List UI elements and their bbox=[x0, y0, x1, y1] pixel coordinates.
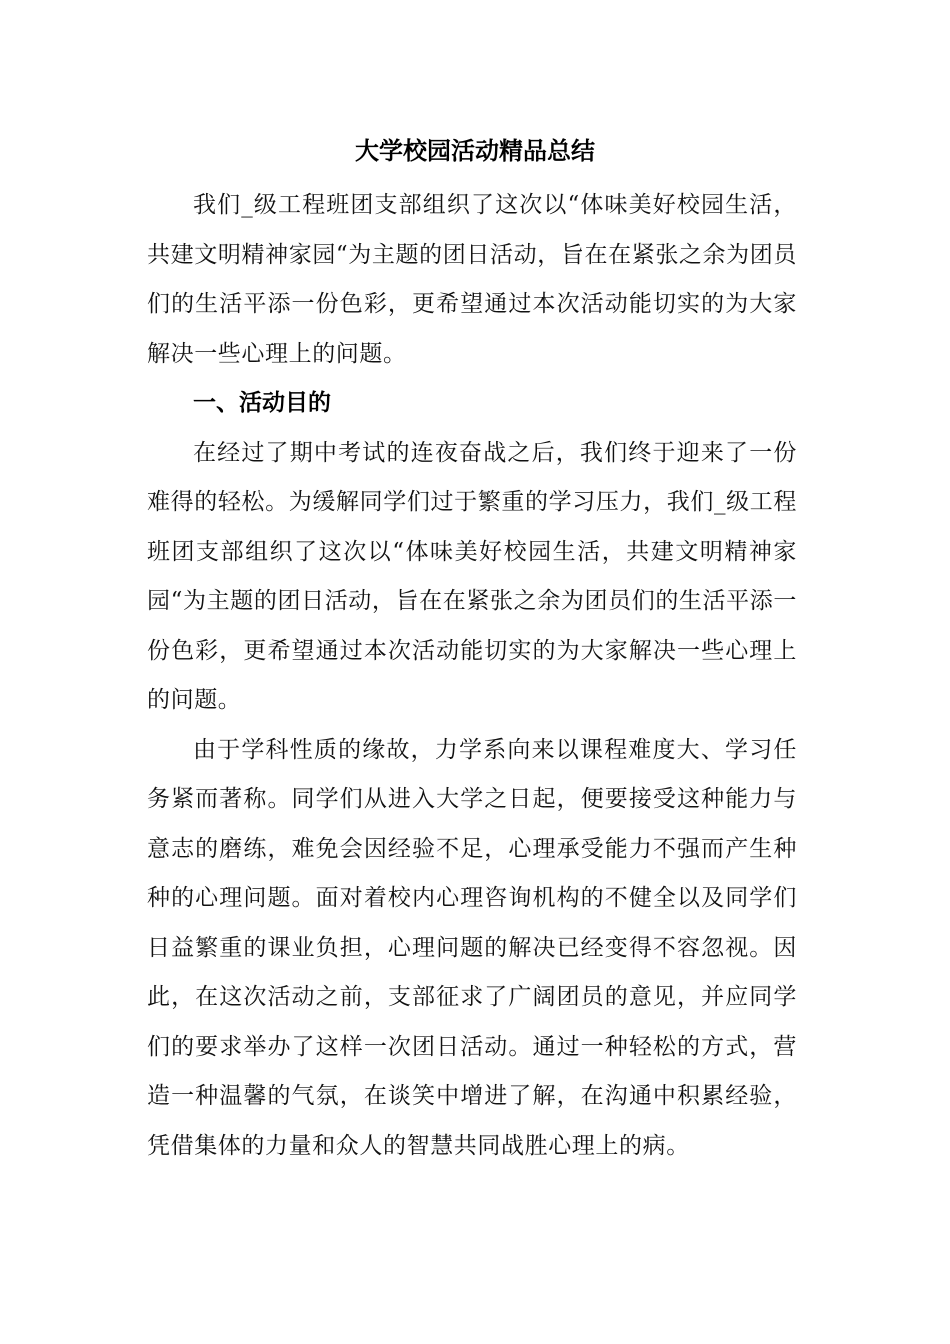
purpose-paragraph-1: 在经过了期中考试的连夜奋战之后，我们终于迎来了一份难得的轻松。为缓解同学们过于繁重的学习压力，我们_级工程班团支部组织了这次以“体味美好校园生活，共建文明精神家园“为主题的团日活动，旨在在紧张之余为团员们的生活平添一份色彩，更希望通过本次活动能切实的为大家解决一些心理上的问题。 bbox=[147, 439, 797, 713]
intro-paragraph: 我们_级工程班团支部组织了这次以“体味美好校园生活，共建文明精神家园“为主题的团日活动，旨在在紧张之余为团员们的生活平添一份色彩，更希望通过本次活动能切实的为大家解决一些心理上的问题。 bbox=[147, 192, 797, 367]
document-body bbox=[147, 181, 797, 1171]
section-heading-purpose: 一、活动目的 bbox=[193, 390, 331, 416]
purpose-paragraph-2: 由于学科性质的缘故，力学系向来以课程难度大、学习任务紧而著称。同学们从进入大学之日起，便要接受这种能力与意志的磨练，难免会因经验不足，心理承受能力不强而产生种种的心理问题。面对着校内心理咨询机构的不健全以及同学们日益繁重的课业负担，心理问题的解决已经变得不容忽视。因此，在这次活动之前，支部征求了广阔团员的意见，并应同学们的要求举办了这样一次团日活动。通过一种轻松的方式，营造一种温馨的气氛，在谈笑中增进了解，在沟通中积累经验，凭借集体的力量和众人的智慧共同战胜心理上的病。 bbox=[147, 736, 797, 1159]
document-title: 大学校园活动精品总结 bbox=[355, 137, 595, 165]
